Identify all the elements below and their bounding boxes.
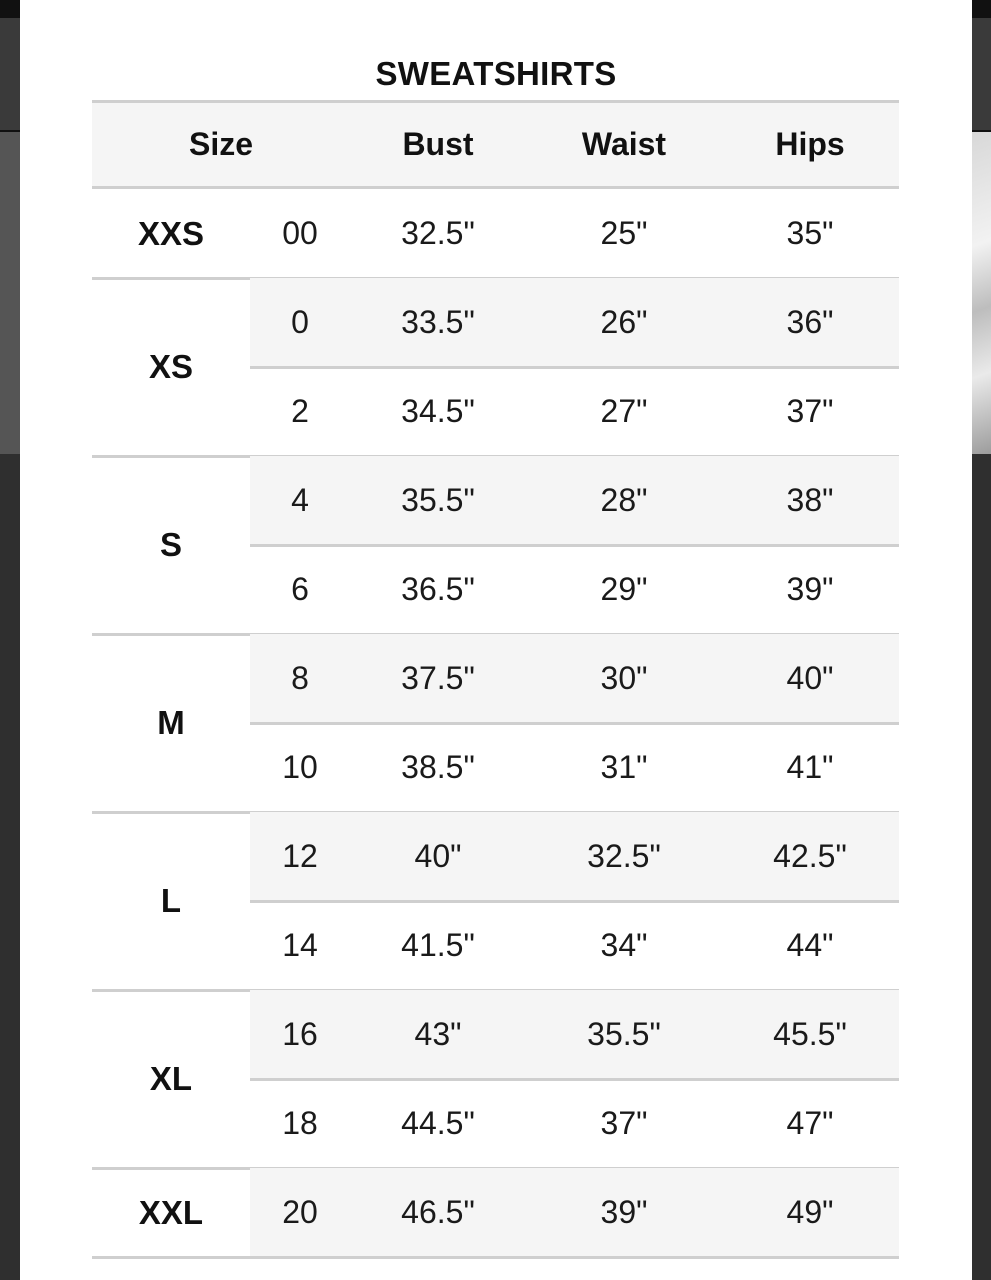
cell-waist: 29" xyxy=(600,571,648,607)
cell-bust: 40" xyxy=(414,838,462,874)
cell-hips: 35" xyxy=(786,215,834,251)
size-label: XXS xyxy=(137,214,205,252)
cell-bust: 43" xyxy=(414,1016,462,1052)
cell-waist: 26" xyxy=(600,304,648,340)
cell-bust: 44.5" xyxy=(401,1105,475,1141)
cell-num: 14 xyxy=(282,927,318,963)
size-label: XXL xyxy=(138,1193,204,1231)
cell-bust: 38.5" xyxy=(401,749,475,785)
cell-bust: 36.5" xyxy=(401,571,475,607)
cell-num: 0 xyxy=(291,304,309,340)
cell-num: 4 xyxy=(291,482,309,518)
cell-waist: 30" xyxy=(600,660,648,696)
cell-num: 6 xyxy=(291,571,309,607)
background-right-image xyxy=(972,132,991,454)
cell-waist: 37" xyxy=(600,1105,648,1141)
cell-waist: 39" xyxy=(600,1194,648,1230)
background-right-header xyxy=(972,18,991,130)
cell-bust: 35.5" xyxy=(401,482,475,518)
header-size: Size xyxy=(188,126,254,162)
cell-hips: 36" xyxy=(786,304,834,340)
cell-bust: 46.5" xyxy=(401,1194,475,1230)
cell-num: 16 xyxy=(282,1016,318,1052)
header-hips: Hips xyxy=(775,126,845,162)
size-chart-modal xyxy=(20,0,972,1280)
cell-hips: 40" xyxy=(786,660,834,696)
cell-num: 10 xyxy=(282,749,318,785)
cell-hips: 44" xyxy=(786,927,834,963)
cell-num: 20 xyxy=(282,1194,318,1230)
cell-waist: 31" xyxy=(600,749,648,785)
cell-waist: 25" xyxy=(600,215,648,251)
cell-bust: 41.5" xyxy=(401,927,475,963)
chart-title: SWEATSHIRTS xyxy=(375,55,617,92)
cell-hips: 49" xyxy=(786,1194,834,1230)
background-left-header xyxy=(0,18,20,130)
cell-hips: 39" xyxy=(786,571,834,607)
cell-hips: 42.5" xyxy=(773,838,847,874)
cell-num: 18 xyxy=(282,1105,318,1141)
cell-bust: 34.5" xyxy=(401,393,475,429)
cell-hips: 41" xyxy=(786,749,834,785)
cell-num: 8 xyxy=(291,660,309,696)
header-bust: Bust xyxy=(402,126,474,162)
size-label: M xyxy=(157,704,185,741)
background-left-image xyxy=(0,132,20,454)
cell-waist: 27" xyxy=(600,393,648,429)
cell-num: 12 xyxy=(282,838,318,874)
cell-bust: 33.5" xyxy=(401,304,475,340)
size-label: S xyxy=(159,526,182,563)
cell-bust: 37.5" xyxy=(401,660,475,696)
size-label: XS xyxy=(148,348,194,385)
header-waist: Waist xyxy=(581,126,667,162)
cell-num: 00 xyxy=(282,215,318,251)
group-divider xyxy=(92,1256,899,1259)
cell-bust: 32.5" xyxy=(401,215,475,251)
size-label: XL xyxy=(149,1060,193,1097)
cell-hips: 47" xyxy=(786,1105,834,1141)
cell-waist: 32.5" xyxy=(587,838,661,874)
size-label: L xyxy=(160,882,182,919)
cell-num: 2 xyxy=(291,393,309,429)
cell-waist: 35.5" xyxy=(587,1016,661,1052)
cell-waist: 28" xyxy=(600,482,648,518)
cell-waist: 34" xyxy=(600,927,648,963)
cell-hips: 45.5" xyxy=(773,1016,847,1052)
cell-hips: 37" xyxy=(786,393,834,429)
cell-hips: 38" xyxy=(786,482,834,518)
